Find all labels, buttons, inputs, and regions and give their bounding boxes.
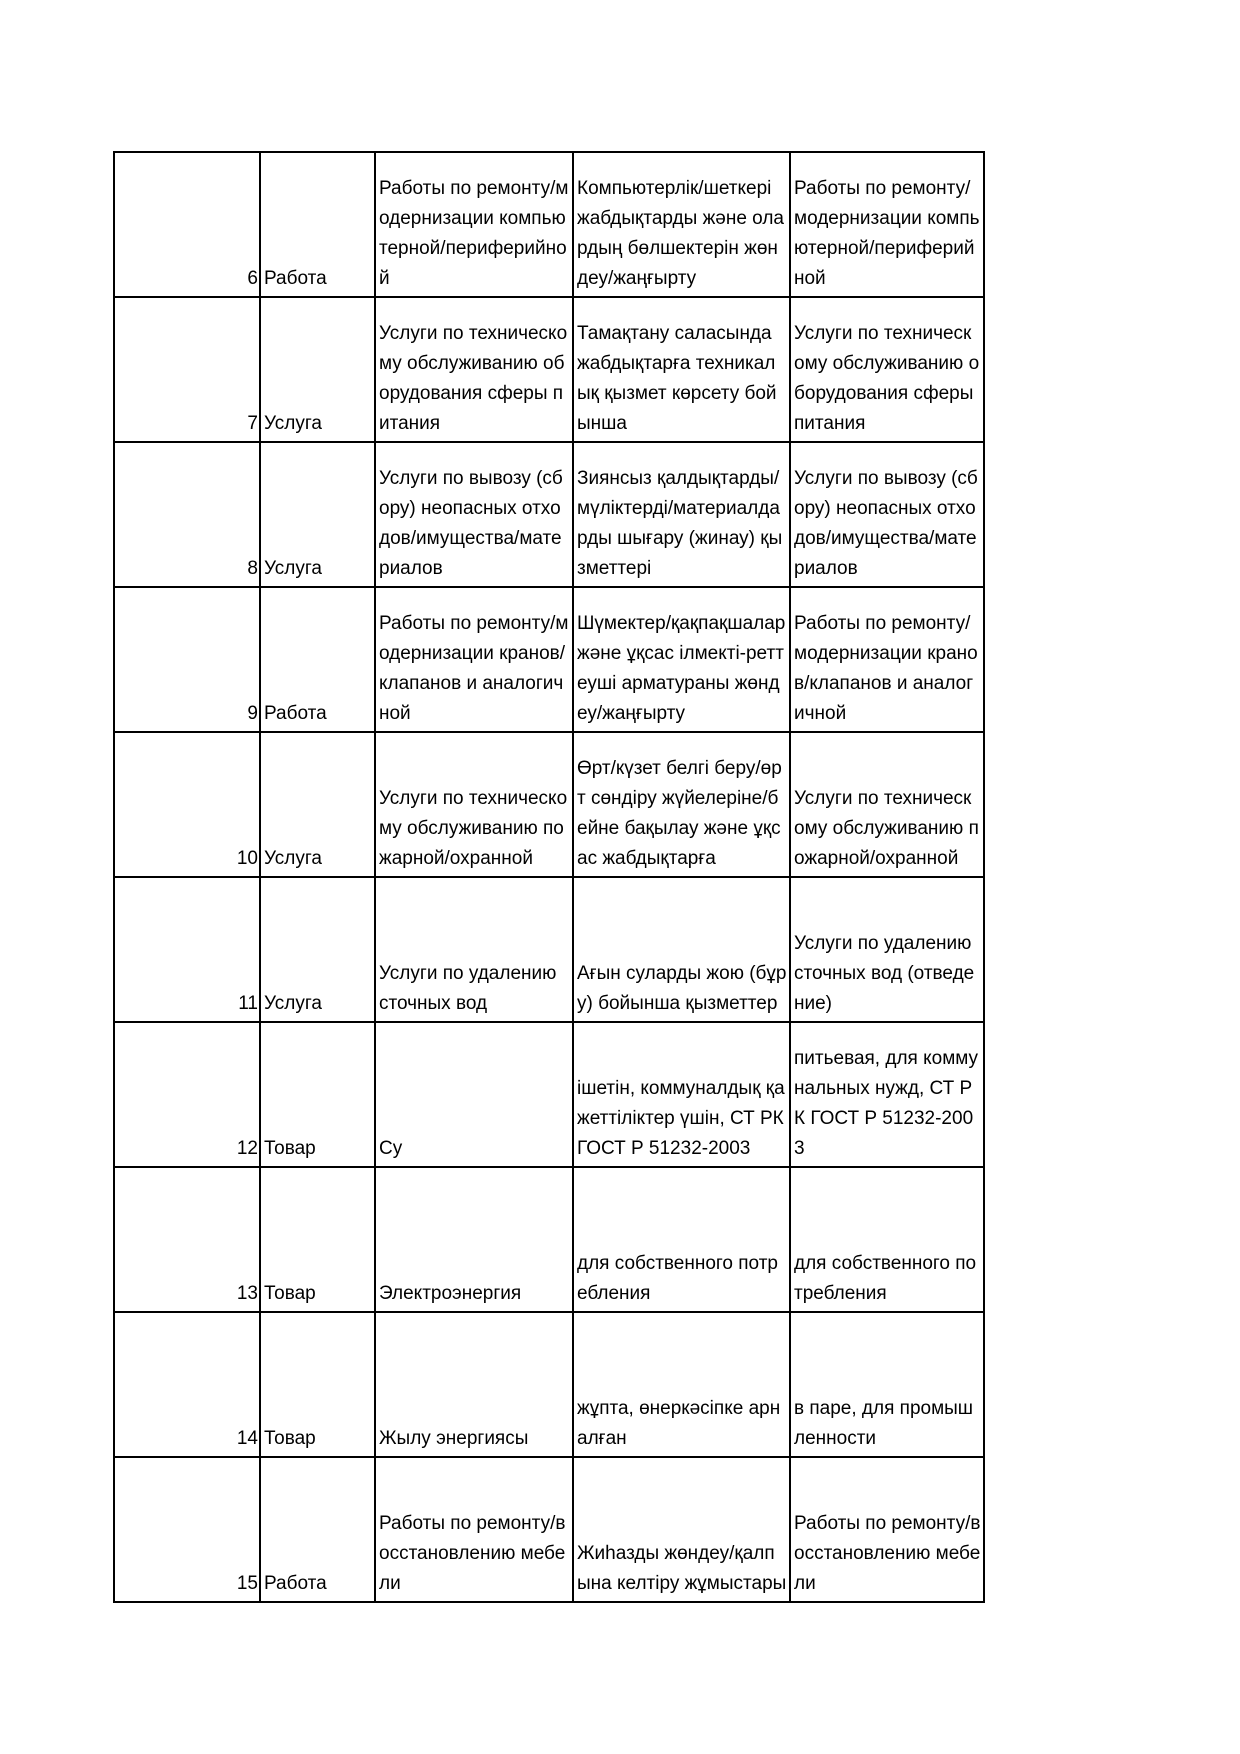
row-type: Услуга [260, 297, 375, 442]
row-name-ru: Работы по ремонту/восстановлению мебели [375, 1457, 573, 1602]
row-name-ru: Работы по ремонту/модернизации кранов/клапанов и аналогичной [375, 587, 573, 732]
table-row [114, 1022, 984, 1167]
table-row [114, 732, 984, 877]
table-row [114, 442, 984, 587]
row-number: 15 [114, 1457, 260, 1602]
row-name-ru: Су [375, 1022, 573, 1167]
row-type: Товар [260, 1312, 375, 1457]
table-row [114, 152, 984, 297]
table-body [114, 152, 984, 1602]
row-number: 9 [114, 587, 260, 732]
row-desc-kz: Шүмектер/қақпақшалар және ұқсас ілмекті-реттеуші арматураны жөндеу/жаңғырту [573, 587, 790, 732]
row-name-ru: Услуги по удалению сточных вод [375, 877, 573, 1022]
row-number: 7 [114, 297, 260, 442]
row-number: 12 [114, 1022, 260, 1167]
table-row [114, 877, 984, 1022]
row-number: 11 [114, 877, 260, 1022]
table-row [114, 1457, 984, 1602]
row-desc-ru: Услуги по удалению сточных вод (отведение) [790, 877, 984, 1022]
table-row [114, 587, 984, 732]
row-desc-kz: Өрт/күзет белгі беру/өрт сөндіру жүйелеріне/бейне бақылау және ұқсас жабдықтарға [573, 732, 790, 877]
row-name-ru: Услуги по техническому обслуживанию оборудования сферы питания [375, 297, 573, 442]
row-name-ru: Работы по ремонту/модернизации компьютерной/периферийной [375, 152, 573, 297]
row-desc-kz: Компьютерлік/шеткері жабдықтарды және олардың бөлшектерін жөндеу/жаңғырту [573, 152, 790, 297]
row-name-ru: Электроэнергия [375, 1167, 573, 1312]
row-type: Товар [260, 1022, 375, 1167]
row-type: Услуга [260, 877, 375, 1022]
row-name-ru: Услуги по вывозу (сбору) неопасных отходов/имущества/материалов [375, 442, 573, 587]
row-desc-ru: Работы по ремонту/модернизации компьютерной/периферийной [790, 152, 984, 297]
row-number: 14 [114, 1312, 260, 1457]
row-desc-kz: Зиянсыз қалдықтарды/мүліктерді/материалдарды шығару (жинау) қызметтері [573, 442, 790, 587]
row-type: Товар [260, 1167, 375, 1312]
row-type: Услуга [260, 442, 375, 587]
row-desc-kz: Ағын суларды жою (бұру) бойынша қызметтер [573, 877, 790, 1022]
row-number: 6 [114, 152, 260, 297]
row-type: Работа [260, 152, 375, 297]
row-desc-kz: Жиһазды жөндеу/қалпына келтіру жұмыстары [573, 1457, 790, 1602]
row-type: Работа [260, 1457, 375, 1602]
row-desc-ru: для собственного потребления [790, 1167, 984, 1312]
row-desc-ru: в паре, для промышленности [790, 1312, 984, 1457]
row-desc-kz: для собственного потребления [573, 1167, 790, 1312]
table-row [114, 1312, 984, 1457]
row-desc-ru: Работы по ремонту/модернизации кранов/клапанов и аналогичной [790, 587, 984, 732]
row-desc-kz: ішетін, коммуналдық қажеттіліктер үшін, СТ РК ГОСТ Р 51232-2003 [573, 1022, 790, 1167]
row-desc-ru: питьевая, для коммунальных нужд, СТ РК ГОСТ Р 51232-2003 [790, 1022, 984, 1167]
row-name-ru: Услуги по техническому обслуживанию пожарной/охранной [375, 732, 573, 877]
row-desc-ru: Услуги по техническому обслуживанию оборудования сферы питания [790, 297, 984, 442]
row-type: Работа [260, 587, 375, 732]
row-desc-ru: Услуги по вывозу (сбору) неопасных отходов/имущества/материалов [790, 442, 984, 587]
table-row [114, 1167, 984, 1312]
row-number: 8 [114, 442, 260, 587]
table-row [114, 297, 984, 442]
row-desc-ru: Работы по ремонту/восстановлению мебели [790, 1457, 984, 1602]
row-desc-kz: Тамақтану саласында жабдықтарға техникалық қызмет көрсету бойынша [573, 297, 790, 442]
row-type: Услуга [260, 732, 375, 877]
row-name-ru: Жылу энергиясы [375, 1312, 573, 1457]
procurement-table [113, 151, 985, 1603]
row-desc-ru: Услуги по техническому обслуживанию пожарной/охранной [790, 732, 984, 877]
row-desc-kz: жұпта, өнеркәсіпке арналған [573, 1312, 790, 1457]
row-number: 10 [114, 732, 260, 877]
row-number: 13 [114, 1167, 260, 1312]
